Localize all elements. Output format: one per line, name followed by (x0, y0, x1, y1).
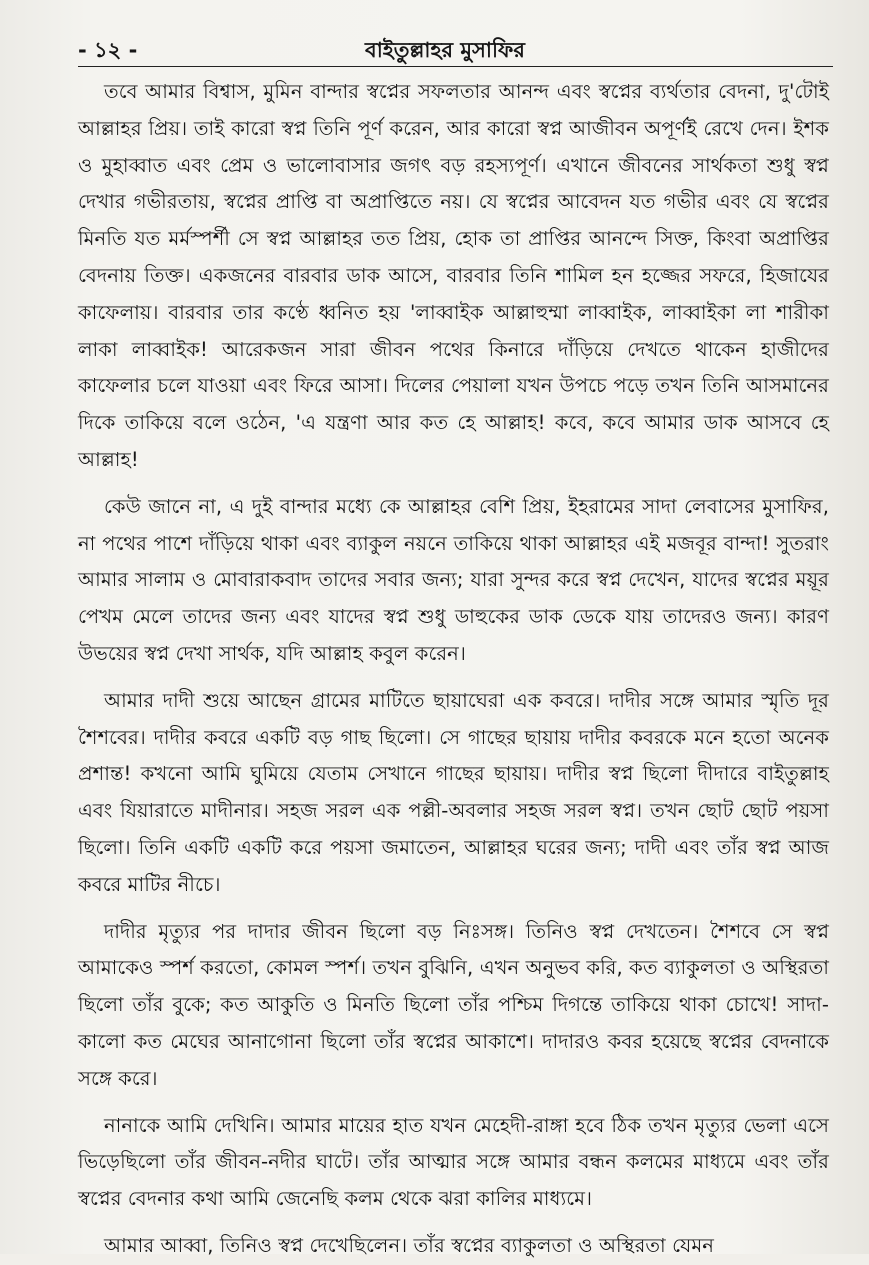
page-header (78, 30, 833, 67)
paragraph: আমার দাদী শুয়ে আছেন গ্রামের মাটিতে ছায়াঘেরা এক কবরে। দাদীর সঙ্গে আমার স্মৃতি দূর শৈশবের। দাদীর কবরে একটি বড় গাছ ছিলো। সে গাছের ছায়ায় দাদীর কবরকে মনে হতো অনেক প্রশান্ত! কখনো আমি ঘুমিয়ে যেতাম সেখানে গাছের ছায়ায়। দাদীর স্বপ্ন ছিলো দীদারে বাইতুল্লাহ এবং যিয়ারাতে মাদীনার। সহজ সরল এক পল্লী-অবলার সহজ সরল স্বপ্ন। তখন ছোট ছোট পয়সা ছিলো। তিনি একটি একটি করে পয়সা জমাতেন, আল্লাহর ঘরের জন্য; দাদী এবং তাঁর স্বপ্ন আজ কবরে মাটির নীচে। (78, 688, 829, 896)
paragraph: দাদীর মৃত্যুর পর দাদার জীবন ছিলো বড় নিঃসঙ্গ। তিনিও স্বপ্ন দেখতেন। শৈশবে সে স্বপ্ন আমাকেও স্পর্শ করতো, কোমল স্পর্শ। তখন বুঝিনি, এখন অনুভব করি, কত ব্যাকুলতা ও অস্থিরতা ছিলো তাঁর বুকে; কত আকুতি ও মিনতি ছিলো তাঁর পশ্চিম দিগন্তে তাকিয়ে থাকা চোখে! সাদা-কালো কত মেঘের আনাগোনা ছিলো তাঁর স্বপ্নের আকাশে। দাদারও কবর হয়েছে স্বপ্নের বেদনাকে সঙ্গে করে। (78, 919, 829, 1090)
running-title: বাইতুল্লাহর মুসাফির (365, 38, 525, 62)
paragraph: তবে আমার বিশ্বাস, মুমিন বান্দার স্বপ্নের সফলতার আনন্দ এবং স্বপ্নের ব্যর্থতার বেদনা, দু'টোই আল্লাহর প্রিয়। তাই কারো স্বপ্ন তিনি পূর্ণ করেন, আর কারো স্বপ্ন আজীবন অপূর্ণই রেখে দেন। ইশক ও মুহাব্বাত এবং প্রেম ও ভালোবাসার জগৎ বড় রহস্যপূর্ণ। এখানে জীবনের সার্থকতা শুধু স্বপ্ন দেখার গভীরতায়, স্বপ্নের প্রাপ্তি বা অপ্রাপ্তিতে নয়। যে স্বপ্নের আবেদন যত গভীর এবং যে স্বপ্নের মিনতি যত মর্মস্পর্শী সে স্বপ্ন আল্লাহর তত প্রিয়, হোক তা প্রাপ্তির আনন্দে সিক্ত, কিংবা অপ্রাপ্তির বেদনায় তিক্ত। একজনের বারবার ডাক আসে, বারবার তিনি শামিল হন হজ্জের সফরে, হিজাযের কাফেলায়। বারবার তার কণ্ঠে ধ্বনিত হয় 'লাব্বাইক আল্লাহুম্মা লাব্বাইক, লাব্বাইকা লা শারীকা লাকা লাব্বাইক! আরেকজন সারা জীবন পথের কিনারে দাঁড়িয়ে দেখতে থাকেন হাজীদের কাফেলার চলে যাওয়া এবং ফিরে আসা। দিলের পেয়ালা যখন উপচে পড়ে তখন তিনি আসমানের দিকে তাকিয়ে বলে ওঠেন, 'এ যন্ত্রণা আর কত হে আল্লাহ! কবে, কবে আমার ডাক আসবে হে আল্লাহ! (78, 80, 829, 471)
paragraph: কেউ জানে না, এ দুই বান্দার মধ্যে কে আল্লাহর বেশি প্রিয়, ইহরামের সাদা লেবাসের মুসাফির, না পথের পাশে দাঁড়িয়ে থাকা এবং ব্যাকুল নয়নে তাকিয়ে থাকা আল্লাহর এই মজবূর বান্দা! সুতরাং আমার সালাম ও মোবারাকবাদ তাদের সবার জন্য; যারা সুন্দর করে স্বপ্ন দেখেন, যাদের স্বপ্নের ময়ূর পেখম মেলে তাদের জন্য এবং যাদের স্বপ্ন শুধু ডাহুকের ডাক ডেকে যায় তাদেরও জন্য। কারণ উভয়ের স্বপ্ন দেখা সার্থক, যদি আল্লাহ কবুল করেন। (78, 494, 829, 665)
paragraph: আমার আব্বা, তিনিও স্বপ্ন দেখেছিলেন। তাঁর স্বপ্নের ব্যাকুলতা ও অস্থিরতা যেমন (104, 1233, 714, 1257)
paragraph: নানাকে আমি দেখিনি। আমার মায়ের হাত যখন মেহেদী-রাঙ্গা হবে ঠিক তখন মৃত্যুর ভেলা এসে ভিড়েছিলো তাঁর জীবন-নদীর ঘাটে। তাঁর আত্মার সঙ্গে আমার বন্ধন কলমের মাধ্যমে এবং তাঁর স্বপ্নের বেদনার কথা আমি জেনেছি কলম থেকে ঝরা কালির মাধ্যমে। (78, 1113, 829, 1211)
page-number: - ১২ - (78, 38, 138, 62)
body-text (78, 74, 829, 1265)
